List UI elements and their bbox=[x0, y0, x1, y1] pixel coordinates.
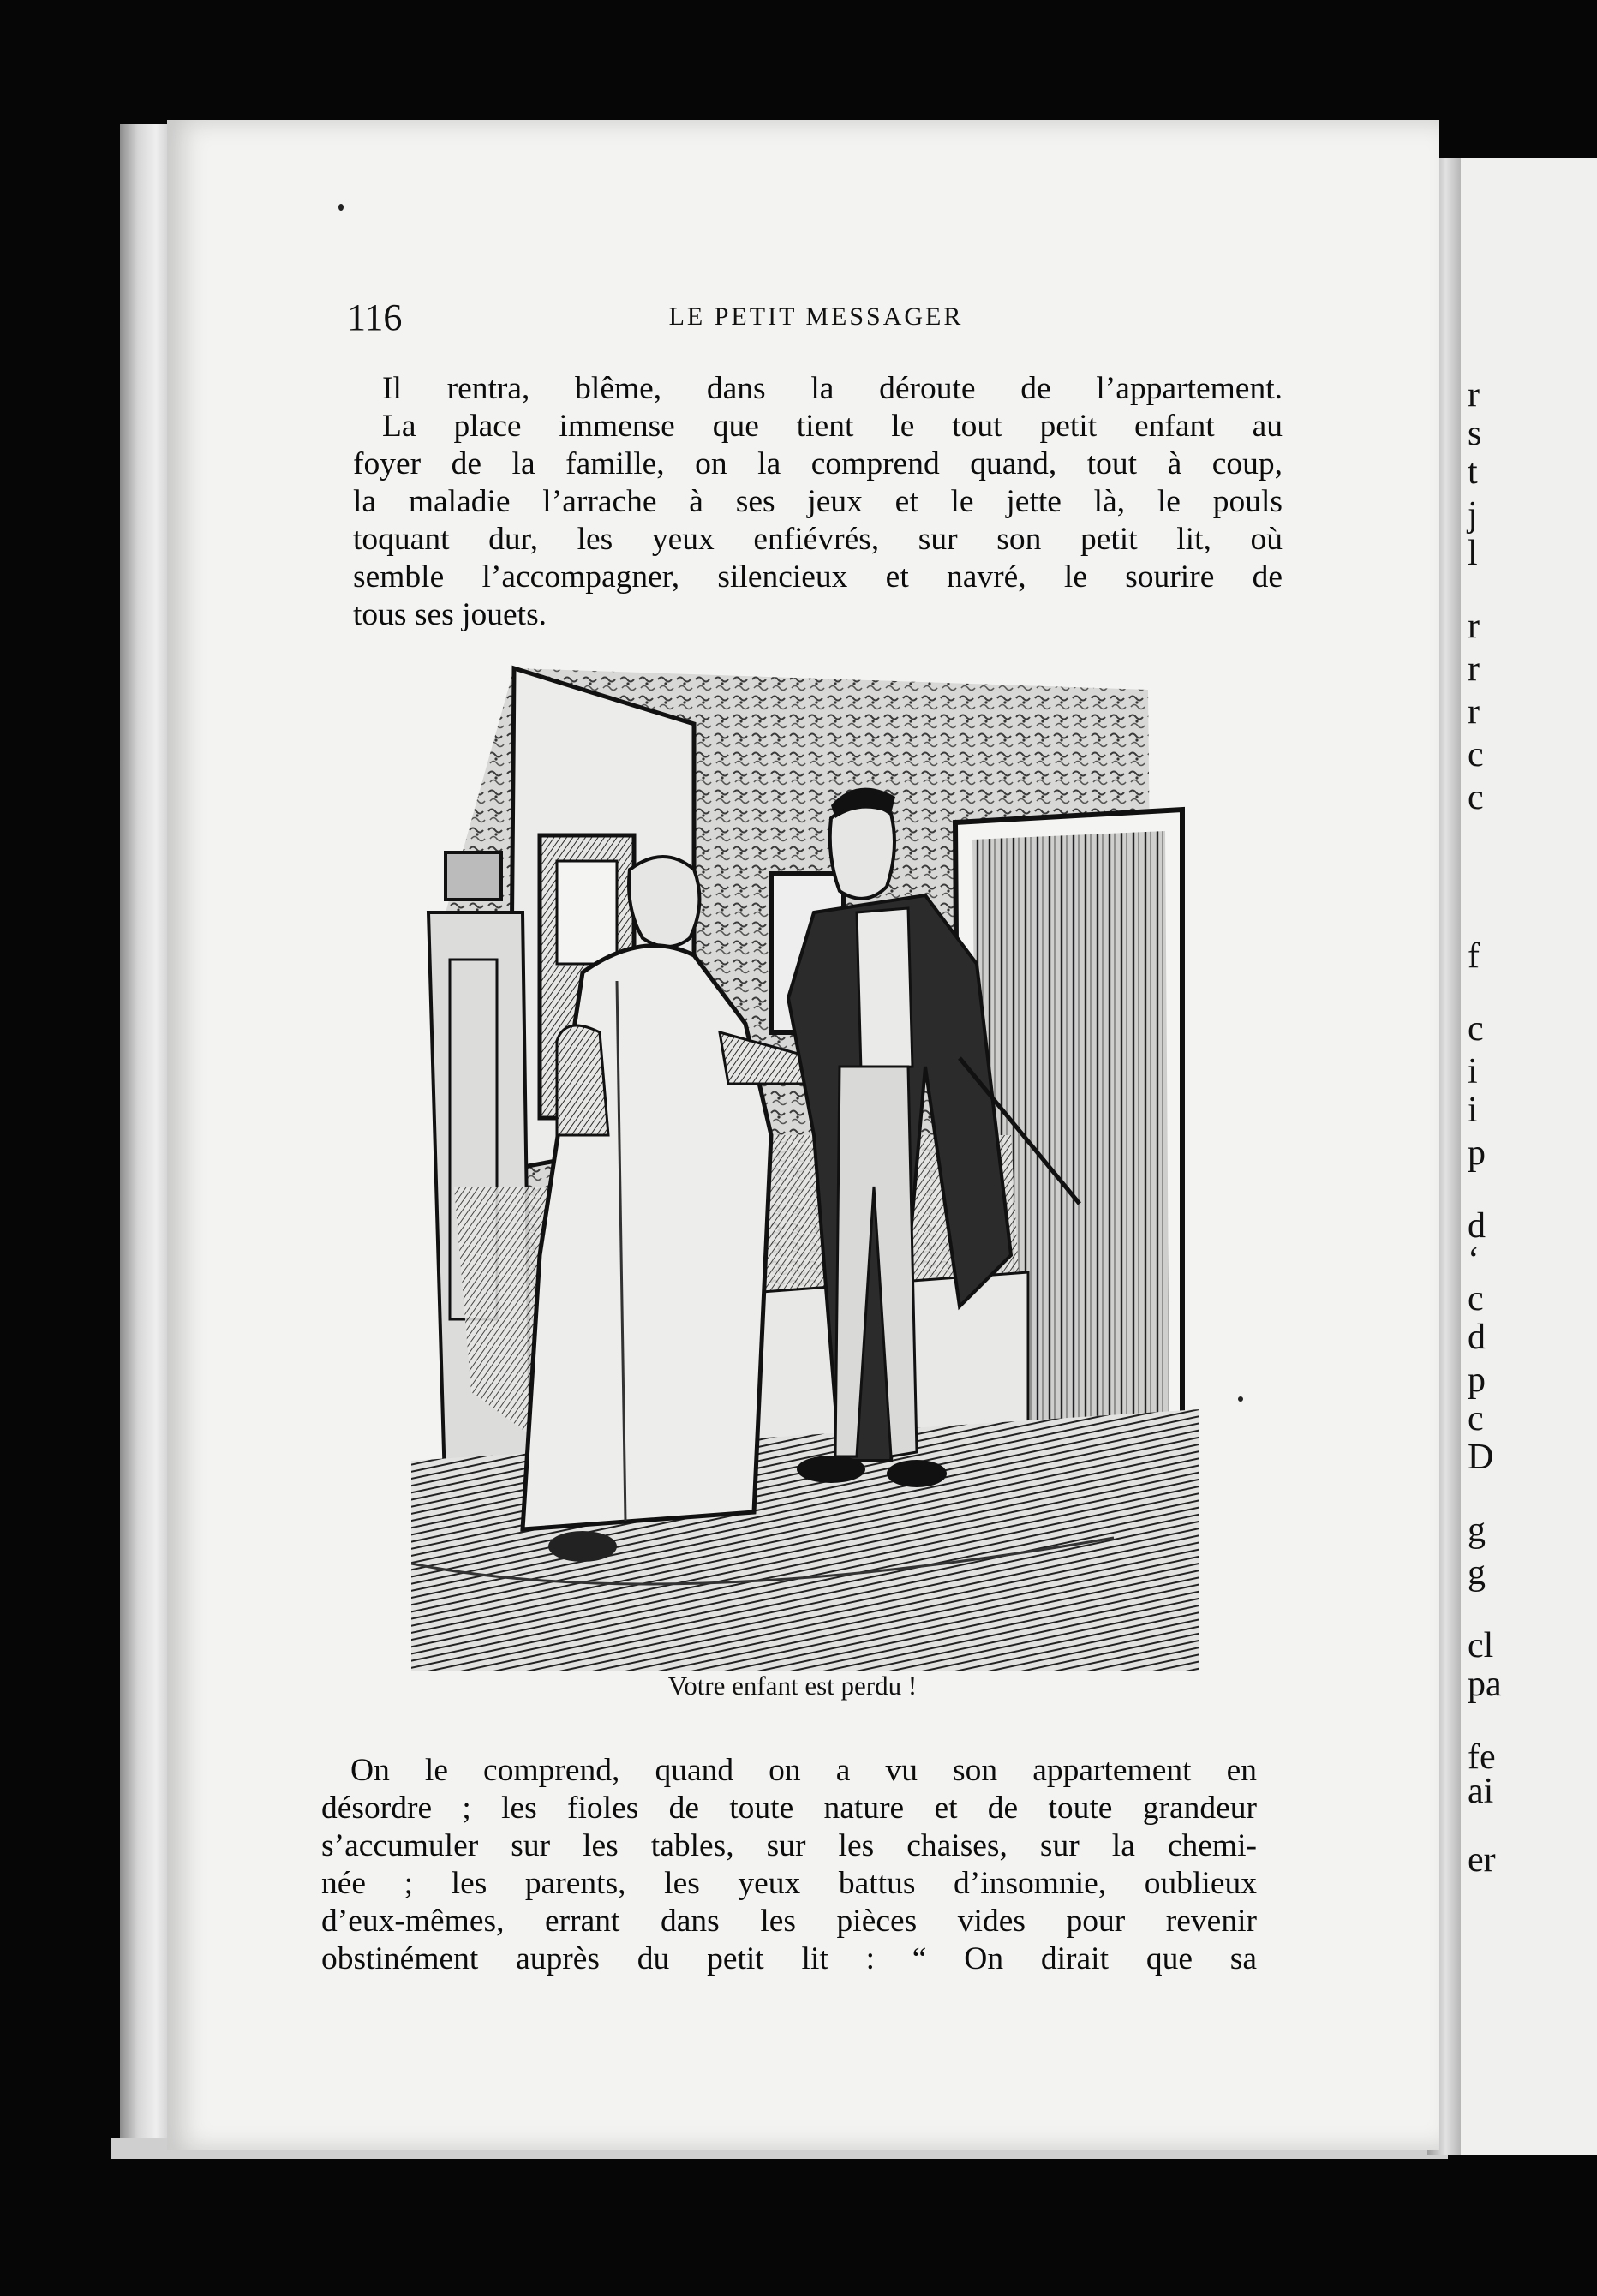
facing-page-fragment: r bbox=[1468, 607, 1480, 646]
facing-page-fragment: d bbox=[1468, 1206, 1486, 1246]
paragraph-2 bbox=[321, 1752, 1257, 1978]
facing-page-fragment: c bbox=[1468, 778, 1484, 817]
facing-page-fragment: p bbox=[1468, 1360, 1486, 1400]
facing-page-fragment: s bbox=[1468, 414, 1482, 453]
text-line: toquant dur, les yeux enfiévrés, sur son petit lit, où bbox=[353, 522, 1283, 557]
facing-page-fragment: r bbox=[1468, 649, 1480, 689]
dust-speck bbox=[338, 204, 344, 211]
text-line: s’accumuler sur les tables, sur les chaises, sur la chemi- bbox=[321, 1828, 1257, 1863]
text-line: foyer de la famille, on la comprend quand, tout à coup, bbox=[353, 446, 1283, 481]
facing-page-fragment: er bbox=[1468, 1840, 1496, 1880]
text-line: La place immense que tient le tout petit enfant au bbox=[382, 409, 1283, 444]
facing-page-fragment: t bbox=[1468, 452, 1478, 492]
facing-page-fragment: c bbox=[1468, 735, 1484, 774]
text-line: Il rentra, blême, dans la déroute de l’appartement. bbox=[382, 371, 1283, 406]
facing-page-fragment: cl bbox=[1468, 1626, 1494, 1665]
facing-page-fragment: i bbox=[1468, 1052, 1478, 1091]
facing-page-fragment: i bbox=[1468, 1091, 1478, 1130]
facing-page-fragment: d bbox=[1468, 1318, 1486, 1357]
engraving-illustration bbox=[411, 655, 1199, 1671]
facing-page-fragment: r bbox=[1468, 692, 1480, 732]
facing-page-fragment: ‘ bbox=[1468, 1241, 1480, 1280]
facing-page-fragment: g bbox=[1468, 1553, 1486, 1593]
text-line: On le comprend, quand on a vu son appartement en bbox=[350, 1753, 1257, 1788]
facing-page bbox=[1461, 158, 1597, 2155]
text-line: tous ses jouets. bbox=[353, 597, 547, 632]
running-head bbox=[347, 296, 1285, 338]
text-line: désordre ; les fioles de toute nature et de toute grandeur bbox=[321, 1791, 1257, 1826]
dust-speck bbox=[1238, 1396, 1243, 1402]
facing-page-fragment: c bbox=[1468, 1279, 1484, 1318]
facing-page-fragment: r bbox=[1468, 375, 1480, 415]
facing-page-fragment: ai bbox=[1468, 1772, 1494, 1811]
facing-page-fragment: f bbox=[1468, 936, 1480, 976]
facing-page-fragment: c bbox=[1468, 1399, 1484, 1438]
facing-page-fragment: g bbox=[1468, 1510, 1486, 1550]
running-head-title: LE PETIT MESSAGER bbox=[668, 302, 964, 331]
text-line: d’eux-mêmes, errant dans les pièces vides pour revenir bbox=[321, 1904, 1257, 1939]
text-line: née ; les parents, les yeux battus d’insomnie, oublieux bbox=[321, 1866, 1257, 1901]
illustration-caption: Votre enfant est perdu ! bbox=[667, 1671, 918, 1701]
facing-page-fragment: l bbox=[1468, 534, 1478, 573]
facing-page-fragment: c bbox=[1468, 1009, 1484, 1049]
text-line: semble l’accompagner, silencieux et navré, le sourire de bbox=[353, 559, 1283, 595]
paragraph-1 bbox=[353, 370, 1283, 634]
text-line: la maladie l’arrache à ses jeux et le jette là, le pouls bbox=[353, 484, 1283, 519]
facing-page-fragment: D bbox=[1468, 1438, 1494, 1477]
facing-page-fragment: pa bbox=[1468, 1665, 1502, 1704]
facing-page-fragment: p bbox=[1468, 1133, 1486, 1173]
text-line: obstinément auprès du petit lit : “ On dirait que sa bbox=[321, 1941, 1257, 1976]
page-number: 116 bbox=[347, 296, 403, 338]
facing-page-fragment: j bbox=[1468, 495, 1478, 535]
facing-page-fragment: fe bbox=[1468, 1737, 1496, 1777]
